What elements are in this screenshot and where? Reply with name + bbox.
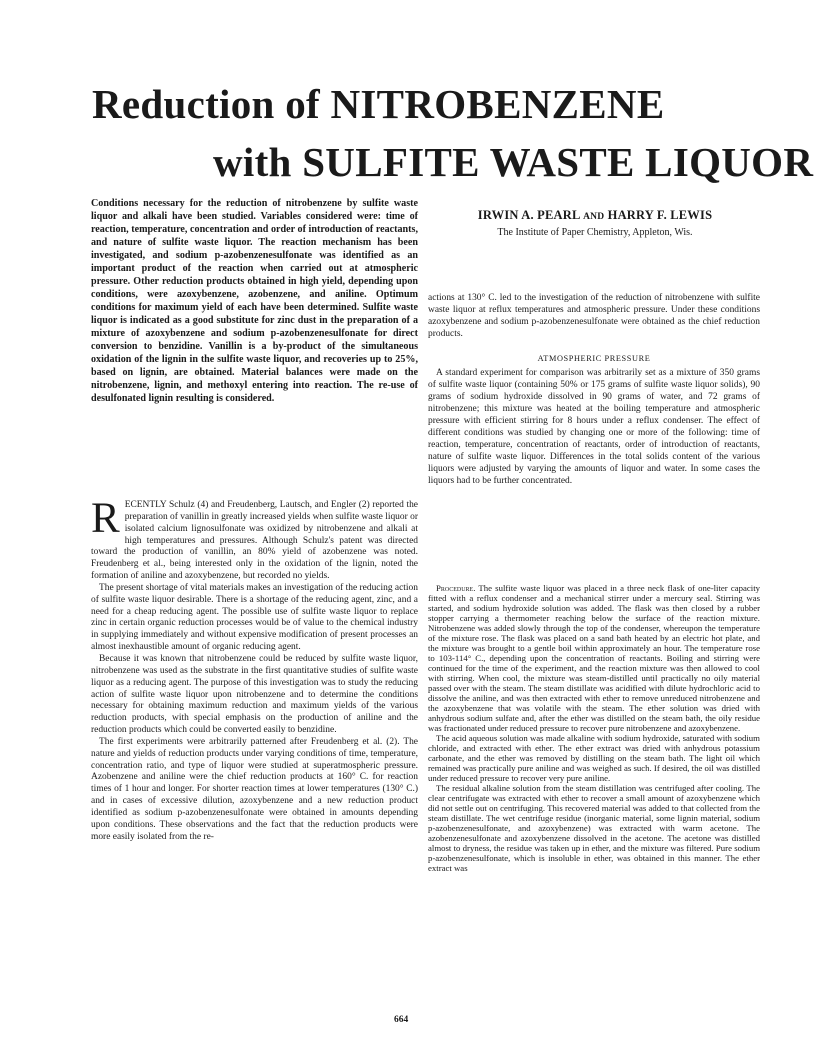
affiliation: The Institute of Paper Chemistry, Appleton, Wis.	[497, 227, 693, 238]
left-column	[91, 495, 418, 843]
authors	[430, 208, 760, 223]
author-conjunction: AND	[583, 212, 605, 222]
author-1: IRWIN A. PEARL	[477, 208, 580, 222]
procedure-paragraph: The residual alkaline solution from the steam distillation was centrifuged after cooling. The clear centrifugate was extracted with ether to recover a small amount of azoxybenzene which did not settle out on centrifuging. This recovered material was added to that collected from the steam distillate. The wet centrifuge residue (inorganic material, some lignin material, sodium p-azobenzenesulfonate, and azoxybenzene) was extracted with warm acetone. The azobenzenesulfonate and azoxybenzene dissolved in the acetone. The acetone was distilled almost to dryness, the residue was taken up in ether, and the mixture was filtered. Pure sodium p-azobenzenesulfonate, which is insoluble in ether, was obtained in this manner. The ether extract was	[428, 783, 760, 873]
author-2: HARRY F. LEWIS	[607, 208, 713, 222]
standard-experiment-paragraph: A standard experiment for comparison was arbitrarily set as a mixture of 350 grams of sulfite waste liquor (containing 50% or 175 grams of sulfite waste liquor solids), 90 grams of sodium hydroxide dissolved in 90 grams of water, and 72 grams of nitrobenzene; this mixture was heated at the boiling temperature and atmospheric pressure with efficient stirring for 8 hours under a reflux condenser. The effect of different conditions was studied by changing one or more of the following: time of reaction, temperature, concentration of reactants, order of introduction of reactants, nature of sulfite waste liquor. Differences in the total solids content of the various liquors were adjusted by varying the amounts of liquor and water. In some cases the liquors had to be further concentrated.	[428, 368, 760, 486]
body-paragraph: The present shortage of vital materials makes an investigation of the reducing action of sulfite waste liquor desirable. There is a shortage of the reducing agent, zinc, and a need for a cheap reducing agent. The possible use of sulfite waste liquor to replace zinc in certain organic reduction processes would be of value to the chemical industry in supplying immediately and without expensive modification of present processes an almost inexhaustible amount of organic reducing agent.	[91, 582, 418, 653]
page-number: 664	[394, 1015, 409, 1025]
continuation-paragraph: actions at 130° C. led to the investigation of the reduction of nitrobenzene with sulfite waste liquor at reflux temperatures and atmospheric pressure. Under these conditions azoxybenzene and sodium p-azobenzenesulfonate were obtained as the chief reduction products.	[428, 293, 760, 339]
title-line-2: with SULFITE WASTE LIQUOR	[213, 139, 814, 185]
title-line-1: Reduction of NITROBENZENE	[92, 81, 665, 127]
section-heading: ATMOSPHERIC PRESSURE	[537, 354, 651, 363]
procedure-label: Procedure.	[436, 583, 476, 593]
procedure-text: The sulfite waste liquor was placed in a three neck flask of one-liter capacity fitted with a reflux condenser and a mechanical stirrer under a mercury seal. Stirring was started, and sodium hydroxide solution was added. The flask was then closed by a rubber stopper carrying a thermometer reaching below the surface of the reaction mixture. Nitrobenzene was added slowly through the top of the condenser, whereupon the temperature of the mixture rose. The flask was placed on a sand bath heated by an electric hot plate, and the mixture was brought to a gentle boil within approximately an hour. The temperature rose to 103-114° C., depending upon the concentration of reactants. Boiling and stirring were continued for the time of the experiment, and the reaction mixture was then allowed to cool with stirring. When cool, the mixture was steam-distilled until practically no oily material passed over with the steam. The steam distillate was acidified with dilute hydrochloric acid to dissolve the aniline, and was then extracted with ether to remove unreduced nitrobenzene and the azoxybenzene that was volatile with the steam. The ether solution was dried with anhydrous sodium sulfate and, after the ether was distilled on the steam bath, the oily residue was fractionated under reduced pressure to recover pure nitrobenzene and azoxybenzene.	[428, 583, 761, 733]
body-paragraph: The first experiments were arbitrarily patterned after Freudenberg et al. (2). The nature and yields of reduction products under varying conditions of time, temperature, concentration ratio, and type of liquor were studied at superatmospheric pressure. Azobenzene and aniline were the chief reduction products at 160° C. for reaction times of 1 hour and longer. For shorter reaction times at lower temperatures (130° C.) and in cases of excessive dilution, azoxybenzene and a new reduction product identified as sodium p-azobenzenesulfonate were obtained in amounts depending upon conditions. These observations and the fact that the reduction products were more easily isolated from the re-	[91, 736, 418, 842]
standard-experiment-section	[428, 368, 760, 488]
procedure-paragraph: The acid aqueous solution was made alkaline with sodium hydroxide, saturated with sodium chloride, and extracted with ether. The ether extract was dried with anhydrous potassium carbonate, and the ether was removed by distilling on the steam bath. The light oil which remained was practically pure aniline and was weighed as such. If desired, the oil was distilled under reduced pressure to recover very pure aniline.	[428, 733, 760, 783]
procedure-paragraph	[428, 583, 760, 733]
procedure-section	[428, 583, 760, 873]
abstract: Conditions necessary for the reduction of nitrobenzene by sulfite waste liquor and alkali have been studied. Variables considered were: time of reaction, temperature, concentration and order of introduction of reactants, and nature of sulfite waste liquor. The reaction mechanism has been investigated, and sodium p-azobenzenesulfonate was identified as an important product of the reaction when carried out at atmospheric pressure. Other reduction products obtained in high yield, depending upon conditions, were azoxybenzene, azobenzene, and aniline. Optimum conditions for maximum yield of each have been determined. Sulfite waste liquor is indicated as a good substitute for zinc dust in the preparation of a mixture of azoxybenzene and sodium p-azobenzenesulfonate for direct conversion to benzidine. Vanillin is a by-product of the simultaneous oxidation of the lignin in the sulfite waste liquor, and recoveries up to 25%, based on lignin, are obtained. Material balances were made on the nitrobenzene, lignin, and methoxyl entering into reaction. The re-use of desulfonated lignin resulting is considered.	[91, 198, 418, 404]
drop-cap: R	[91, 495, 120, 542]
intro-paragraph	[91, 495, 418, 583]
intro-text: ECENTLY Schulz (4) and Freudenberg, Lautsch, and Engler (2) reported the preparation of vanillin in greatly increased yields when sulfite waste liquor or isolated calcium lignosulfonate was oxidized by nitrobenzene and alkali at high temperatures and pressures. Although Schulz's patent was directed toward the production of vanillin, an 80% yield of azobenzene was noted. Freudenberg et al., being interested only in the oxidation of the lignin, noted the formation of aniline and azoxybenzene, but recorded no yields.	[91, 500, 418, 582]
right-column-continuation	[428, 293, 760, 341]
body-paragraph: Because it was known that nitrobenzene could be reduced by sulfite waste liquor, nitrobenzene was used as the substrate in the first quantitative studies of sulfite waste liquor as a reducing agent. The purpose of this investigation was to study the reducing action of sulfite waste liquor upon nitrobenzene and to determine the conditions necessary for obtaining maximum reduction and maximum yields of the various reduction products, with special emphasis on the production of aniline and the reduction products which could be converted easily to benzidine.	[91, 653, 418, 736]
